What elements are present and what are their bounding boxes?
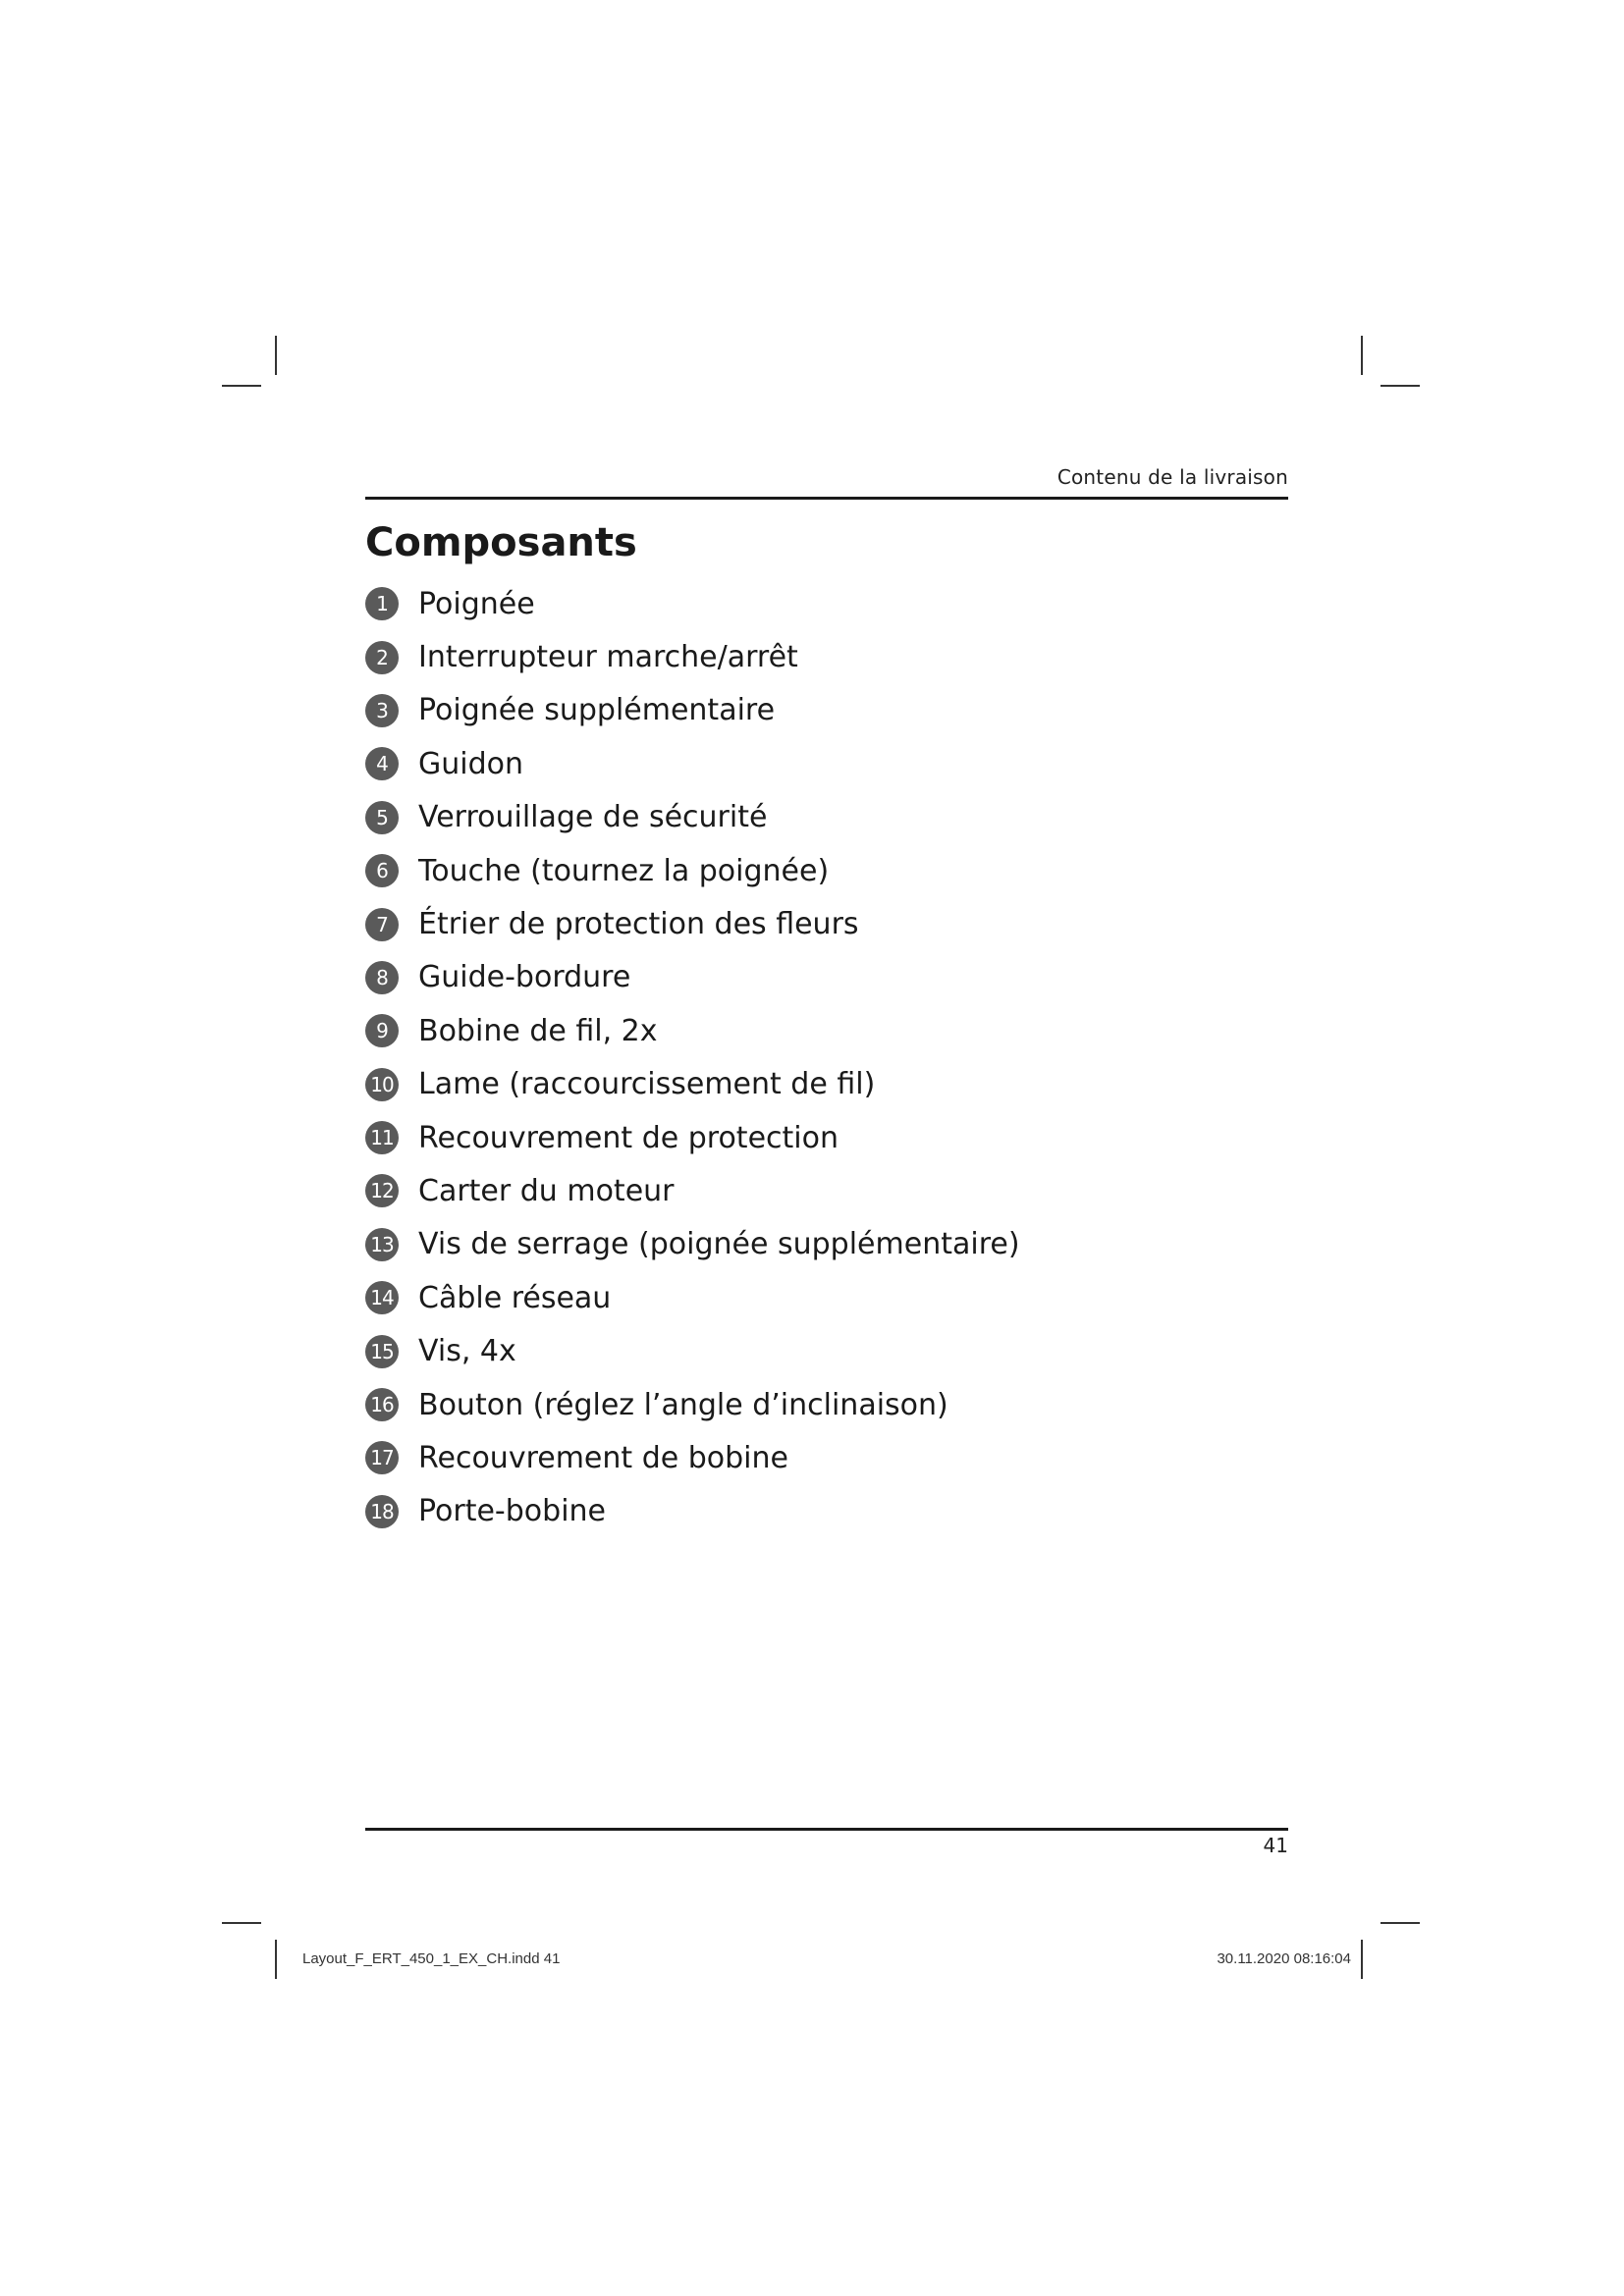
number-badge: 17 (365, 1441, 399, 1474)
crop-mark (222, 385, 261, 387)
page-number: 41 (1263, 1834, 1288, 1857)
component-label: Porte-bobine (418, 1494, 607, 1529)
header-rule (365, 497, 1288, 500)
list-item (365, 1058, 1288, 1111)
crop-mark (1380, 1922, 1420, 1924)
number-badge: 1 (365, 587, 399, 620)
number-badge: 10 (365, 1068, 399, 1101)
crop-mark (222, 1922, 261, 1924)
component-label: Vis, 4x (418, 1334, 516, 1369)
crop-mark (1361, 336, 1363, 375)
number-badge: 3 (365, 694, 399, 727)
list-item (365, 1111, 1288, 1164)
crop-mark (1380, 385, 1420, 387)
page-title: Composants (365, 520, 637, 565)
list-item (365, 1271, 1288, 1324)
number-badge: 7 (365, 908, 399, 941)
list-item (365, 1324, 1288, 1377)
print-slug-file: Layout_F_ERT_450_1_EX_CH.indd 41 (302, 1950, 561, 1967)
component-label: Bouton (réglez l’angle d’inclinaison) (418, 1387, 948, 1422)
list-item (365, 737, 1288, 790)
component-list (365, 577, 1288, 1538)
list-item (365, 1378, 1288, 1431)
list-item (365, 630, 1288, 683)
list-item (365, 577, 1288, 630)
list-item (365, 844, 1288, 897)
list-item (365, 791, 1288, 844)
number-badge: 11 (365, 1121, 399, 1154)
number-badge: 14 (365, 1281, 399, 1314)
number-badge: 4 (365, 747, 399, 780)
number-badge: 16 (365, 1388, 399, 1421)
number-badge: 18 (365, 1495, 399, 1528)
list-item (365, 1218, 1288, 1271)
component-label: Lame (raccourcissement de fil) (418, 1067, 876, 1102)
component-label: Recouvrement de protection (418, 1120, 839, 1155)
crop-mark (1361, 1940, 1363, 1979)
number-badge: 15 (365, 1335, 399, 1368)
number-badge: 6 (365, 854, 399, 887)
number-badge: 2 (365, 641, 399, 674)
list-item (365, 684, 1288, 737)
list-item (365, 951, 1288, 1004)
crop-mark (275, 1940, 277, 1979)
component-label: Recouvrement de bobine (418, 1440, 788, 1475)
component-label: Poignée supplémentaire (418, 693, 776, 728)
number-badge: 12 (365, 1174, 399, 1207)
component-label: Carter du moteur (418, 1173, 675, 1208)
list-item (365, 897, 1288, 950)
running-header: Contenu de la livraison (1056, 465, 1288, 489)
component-label: Interrupteur marche/arrêt (418, 640, 798, 675)
print-slug-datetime: 30.11.2020 08:16:04 (1217, 1950, 1351, 1967)
component-label: Guidon (418, 746, 524, 781)
list-item (365, 1004, 1288, 1057)
number-badge: 8 (365, 961, 399, 994)
footer-rule (365, 1828, 1288, 1831)
number-badge: 9 (365, 1014, 399, 1047)
component-label: Touche (tournez la poignée) (418, 853, 830, 888)
number-badge: 5 (365, 801, 399, 834)
component-label: Bobine de fil, 2x (418, 1013, 658, 1048)
list-item (365, 1485, 1288, 1538)
component-label: Câble réseau (418, 1280, 612, 1315)
component-label: Guide-bordure (418, 960, 631, 995)
list-item (365, 1164, 1288, 1217)
number-badge: 13 (365, 1228, 399, 1261)
crop-mark (275, 336, 277, 375)
component-label: Verrouillage de sécurité (418, 800, 768, 835)
component-label: Étrier de protection des fleurs (418, 907, 859, 942)
component-label: Poignée (418, 586, 535, 621)
list-item (365, 1431, 1288, 1484)
component-label: Vis de serrage (poignée supplémentaire) (418, 1227, 1020, 1262)
